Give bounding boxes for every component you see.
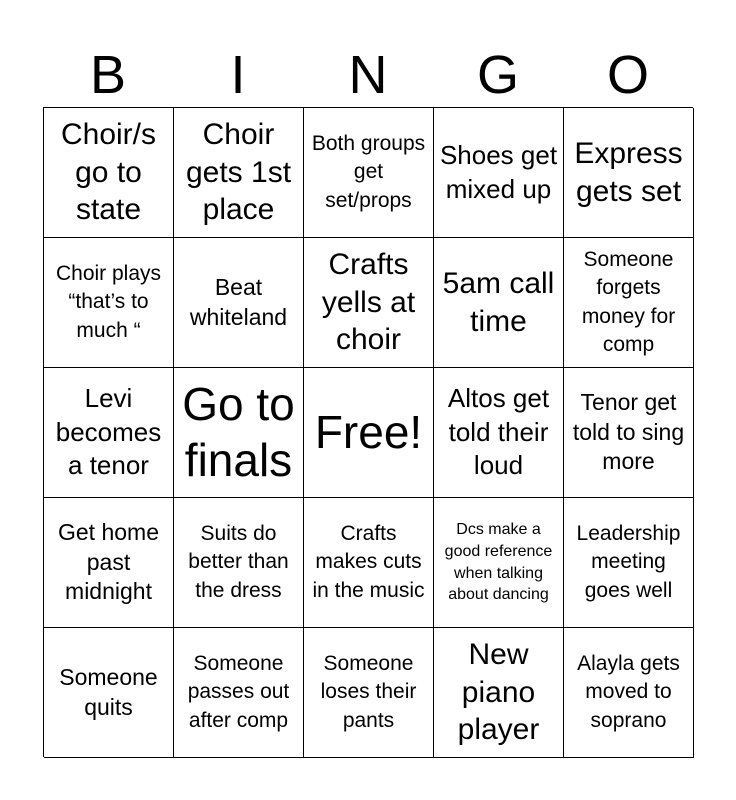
bingo-cell-text: Express gets set — [574, 137, 683, 208]
bingo-cell-text: Get home past midnight — [58, 518, 159, 605]
bingo-cell-text: Choir gets 1st place — [185, 118, 292, 227]
bingo-cell-text: Someone passes out after comp — [187, 651, 290, 732]
bingo-cell-text: Tenor get told to sing more — [572, 388, 685, 475]
header-letter-o: O — [606, 45, 649, 105]
bingo-cell-b4[interactable] — [44, 498, 174, 628]
bingo-cell-n5[interactable] — [304, 628, 434, 758]
free-space-label: Free! — [314, 405, 423, 458]
header-letter-n: N — [348, 45, 388, 105]
bingo-cell-text: Shoes get mixed up — [439, 139, 558, 204]
bingo-cell-text: 5am call time — [442, 267, 555, 338]
bingo-cell-i1[interactable] — [174, 108, 304, 238]
bingo-cell-text: Choir plays “that’s to much “ — [55, 261, 162, 342]
bingo-cell-text: New piano player — [457, 638, 540, 747]
bingo-cell-i5[interactable] — [174, 628, 304, 758]
bingo-cell-g4[interactable] — [434, 498, 564, 628]
bingo-cell-o2[interactable] — [564, 238, 694, 368]
bingo-cell-text: Go to finals — [182, 378, 295, 486]
bingo-cell-text: Someone quits — [59, 663, 158, 720]
bingo-cell-text: Beat whiteland — [189, 273, 288, 330]
bingo-cell-o4[interactable] — [564, 498, 694, 628]
bingo-cell-text: Altos get told their loud — [447, 382, 550, 481]
bingo-cell-i2[interactable] — [174, 238, 304, 368]
bingo-cell-n1[interactable] — [304, 108, 434, 238]
header-letter-b: B — [89, 45, 127, 105]
bingo-header — [43, 44, 693, 106]
bingo-cell-text: Crafts makes cuts in the music — [312, 521, 425, 602]
bingo-cell-o3[interactable] — [564, 368, 694, 498]
bingo-cell-i4[interactable] — [174, 498, 304, 628]
bingo-grid — [43, 107, 693, 757]
bingo-cell-o1[interactable] — [564, 108, 694, 238]
bingo-cell-b1[interactable] — [44, 108, 174, 238]
bingo-cell-g3[interactable] — [434, 368, 564, 498]
bingo-cell-b2[interactable] — [44, 238, 174, 368]
header-letter-i: I — [230, 45, 246, 105]
bingo-cell-text: Choir/s go to state — [60, 118, 157, 227]
bingo-cell-text: Both groups get set/props — [311, 131, 426, 212]
bingo-cell-text: Dcs make a good reference when talking about dancing — [444, 521, 553, 604]
bingo-cell-o5[interactable] — [564, 628, 694, 758]
free-space-cell[interactable] — [304, 368, 434, 498]
bingo-cell-n4[interactable] — [304, 498, 434, 628]
bingo-cell-g1[interactable] — [434, 108, 564, 238]
bingo-cell-g2[interactable] — [434, 238, 564, 368]
bingo-cell-text: Leadership meeting goes well — [576, 521, 681, 602]
bingo-cell-n2[interactable] — [304, 238, 434, 368]
bingo-cell-text: Someone loses their pants — [320, 651, 417, 732]
bingo-cell-text: Suits do better than the dress — [188, 521, 289, 602]
bingo-cell-text: Alayla gets moved to soprano — [577, 651, 680, 732]
bingo-cell-text: Crafts yells at choir — [321, 248, 416, 357]
bingo-cell-i3[interactable] — [174, 368, 304, 498]
bingo-cell-g5[interactable] — [434, 628, 564, 758]
header-letter-g: G — [476, 45, 519, 105]
bingo-cell-text: Someone forgets money for comp — [581, 247, 676, 356]
bingo-cell-b5[interactable] — [44, 628, 174, 758]
bingo-cell-text: Levi becomes a tenor — [55, 382, 162, 481]
bingo-cell-b3[interactable] — [44, 368, 174, 498]
